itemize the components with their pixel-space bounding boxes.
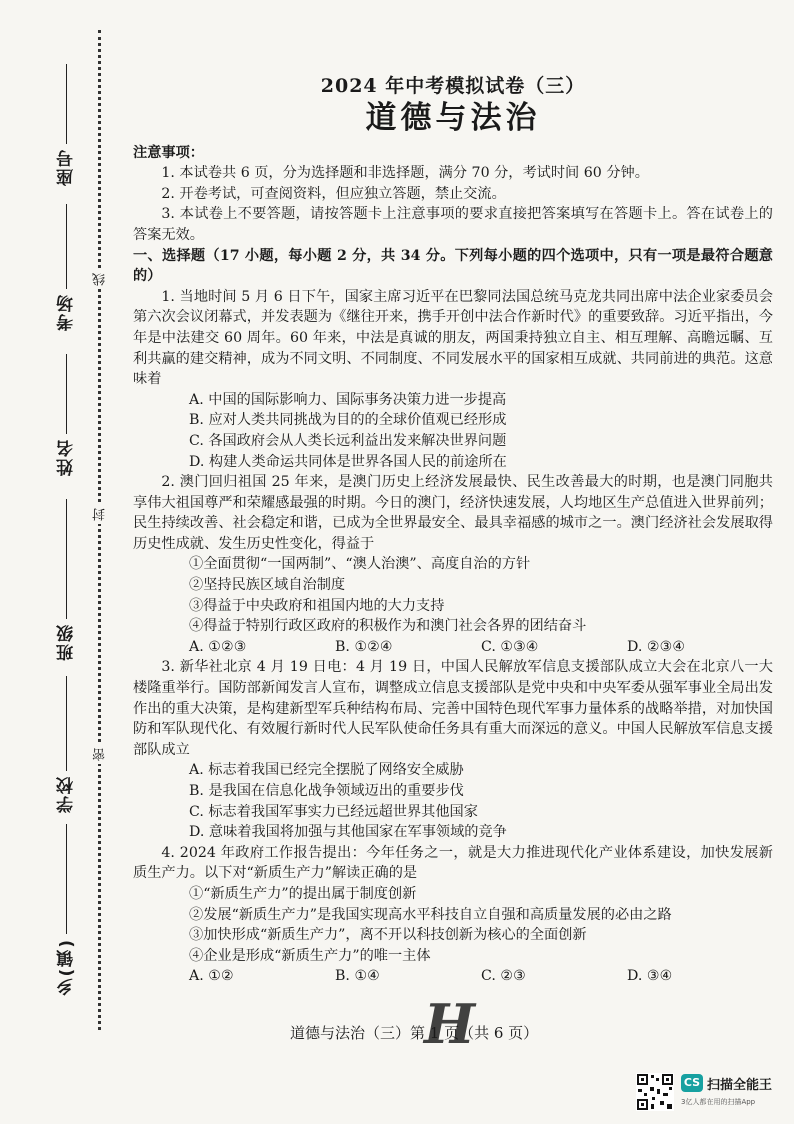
- notice-item: 2. 开卷考试，可查阅资料，但应独立答题，禁止交流。: [161, 185, 506, 202]
- question-4-stem: 4. 2024 年政府工作报告提出：今年任务之一，就是大力推进现代化产业体系建设，加快发展新质生产力。以下对“新质生产力”解读正确的是: [133, 844, 773, 882]
- question-1-option-d[interactable]: D. 构建人类命运共同体是世界各国人民的前途所在: [189, 453, 507, 470]
- township-blank[interactable]: [66, 824, 67, 934]
- question-4-option-b[interactable]: B. ①④: [335, 968, 380, 985]
- notice-item: 3. 本试卷上不要答题，请按答题卡上注意事项的要求直接把答案填写在答题卡上。答在试卷上的答案无效。: [133, 206, 773, 243]
- camscanner-name: 扫描全能王: [707, 1078, 773, 1093]
- question-4-option-a[interactable]: A. ①②: [189, 968, 234, 985]
- question-1-option-c[interactable]: C. 各国政府会从人类长远利益出发来解决世界问题: [189, 432, 507, 449]
- question-2-option-c[interactable]: C. ①③④: [481, 638, 539, 655]
- seat-number-label: 座号: [56, 148, 77, 186]
- school-field[interactable]: [50, 672, 82, 813]
- notice-item: 1. 本试卷共 6 页，分为选择题和非选择题，满分 70 分，考试时间 60 分钟。: [161, 165, 649, 182]
- school-blank[interactable]: [66, 676, 67, 771]
- question-1-option-b[interactable]: B. 应对人类共同挑战为目的的全球价值观已经形成: [189, 412, 507, 429]
- question-2-item: ③得益于中央政府和祖国内地的大力支持: [189, 597, 445, 614]
- question-2-item: ②坚持民族区域自治制度: [189, 577, 346, 594]
- exam-room-field[interactable]: [50, 200, 82, 331]
- subject-title: 道德与法治: [365, 99, 541, 136]
- camscanner-tagline: 3亿人都在用的扫描App: [681, 1098, 756, 1106]
- question-4-item: ③加快形成“新质生产力”，离不开以科技创新为核心的全面创新: [189, 927, 587, 944]
- watermark-letter: H: [424, 992, 476, 1056]
- exam-room-blank[interactable]: [66, 204, 67, 289]
- question-2-item: ④得益于特别行政区政府的积极作为和澳门社会各界的团结奋斗: [189, 618, 587, 635]
- binding-dotted-line: [98, 30, 101, 1030]
- class-field[interactable]: [50, 495, 82, 661]
- page-footer: 道德与法治（三）第 1 页（共 6 页）: [290, 1024, 539, 1042]
- question-4-item: ④企业是形成“新质生产力”的唯一主体: [189, 947, 431, 964]
- class-label: 班级: [56, 623, 77, 661]
- exam-content: [133, 76, 773, 987]
- question-2-stem: 2. 澳门回归祖国 25 年来，是澳门历史上经济发展最快、民生改善最大的时期，也是澳门同胞共享伟大祖国尊严和荣耀感最强的时期。今日的澳门，经济快速发展，人均地区生产总值进入世界前列；民生持续改善、社会稳定和谐，已成为全世界最安全、最具幸福感的城市之一。澳门经济社会发展取得历史性成就、发生历史性变化，得益于: [133, 474, 773, 552]
- question-2-options: [133, 637, 773, 658]
- question-1-stem: 1. 当地时间 5 月 6 日下午，国家主席习近平在巴黎同法国总统马克龙共同出席中法企业家委员会第六次会议闭幕式，并发表题为《继往开来，携手开创中法合作新时代》的重要致辞。习近平指出，今年是中法建交 60 周年。60 年来，中法是真诚的朋友，两国秉持独立自主、相互理解、高瞻远瞩、互利共赢的建交精神，成为不同文明、不同制度、不同发展水平的国家相互成就、共同前进的典范。这意味着: [133, 288, 773, 388]
- name-field[interactable]: [50, 350, 82, 476]
- seat-number-blank[interactable]: [66, 64, 67, 144]
- exam-title: 2024 年中考模拟试卷（三）: [320, 75, 586, 97]
- question-2-option-b[interactable]: B. ①②④: [335, 638, 393, 655]
- notice-heading: 注意事项：: [133, 144, 204, 161]
- township-field[interactable]: [50, 820, 82, 996]
- question-3-option-a[interactable]: A. 标志着我国已经完全摆脱了网络安全威胁: [189, 762, 464, 779]
- question-3-option-b[interactable]: B. 是我国在信息化战争领域迈出的重要步伐: [189, 783, 464, 799]
- binding-mark-seal: 封: [91, 505, 110, 524]
- question-3-stem: 3. 新华社北京 4 月 19 日电：4 月 19 日，中国人民解放军信息支援部队成立大会在北京八一大楼隆重举行。国防部新闻发言人宣布，调整成立信息支援部队是党中央和中央军委从强军事业全局出发作出的重大决策，是构建新型军兵种结构布局、完善中国特色现代军事力量体系的战略举措，对加快国防和军队现代化、有效履行新时代人民军队使命任务具有重大而深远的意义。中国人民解放军信息支援部队成立: [133, 659, 773, 758]
- exam-room-label: 考场: [56, 293, 77, 331]
- name-blank[interactable]: [66, 354, 67, 434]
- question-2-option-a[interactable]: A. ①②③: [189, 638, 247, 655]
- class-blank[interactable]: [66, 499, 67, 619]
- binding-mark-secret: 密: [91, 745, 110, 764]
- question-4-item: ②发展“新质生产力”是我国实现高水平科技自立自强和高质量发展的必由之路: [189, 906, 672, 923]
- township-label: 乡(镇): [56, 938, 77, 996]
- school-label: 学校: [56, 775, 77, 813]
- qr-code-icon: [636, 1073, 674, 1111]
- name-label: 姓名: [56, 438, 77, 476]
- binding-mark-line: 线: [91, 270, 110, 289]
- question-2-item: ①全面贯彻“一国两制”、“澳人治澳”、高度自治的方针: [189, 556, 531, 573]
- question-4-option-d[interactable]: D. ③④: [627, 968, 673, 985]
- seat-number-field[interactable]: [50, 60, 82, 186]
- camscanner-logo-icon: CS: [681, 1074, 703, 1092]
- section-heading: 一、选择题（17 小题，每小题 2 分，共 34 分。下列每小题的四个选项中，只有一项是最符合题意的）: [133, 247, 773, 285]
- question-4-options: [133, 966, 773, 987]
- question-4-option-c[interactable]: C. ②③: [481, 968, 526, 985]
- question-1-option-a[interactable]: A. 中国的国际影响力、国际事务决策力进一步提高: [189, 391, 507, 408]
- binding-margin: [0, 0, 120, 1124]
- question-4-item: ①“新质生产力”的提出属于制度创新: [189, 885, 417, 902]
- question-2-option-d[interactable]: D. ②③④: [627, 638, 686, 655]
- question-3-option-c[interactable]: C. 标志着我国军事实力已经远超世界其他国家: [189, 803, 478, 820]
- question-3-option-d[interactable]: D. 意味着我国将加强与其他国家在军事领域的竞争: [189, 824, 507, 841]
